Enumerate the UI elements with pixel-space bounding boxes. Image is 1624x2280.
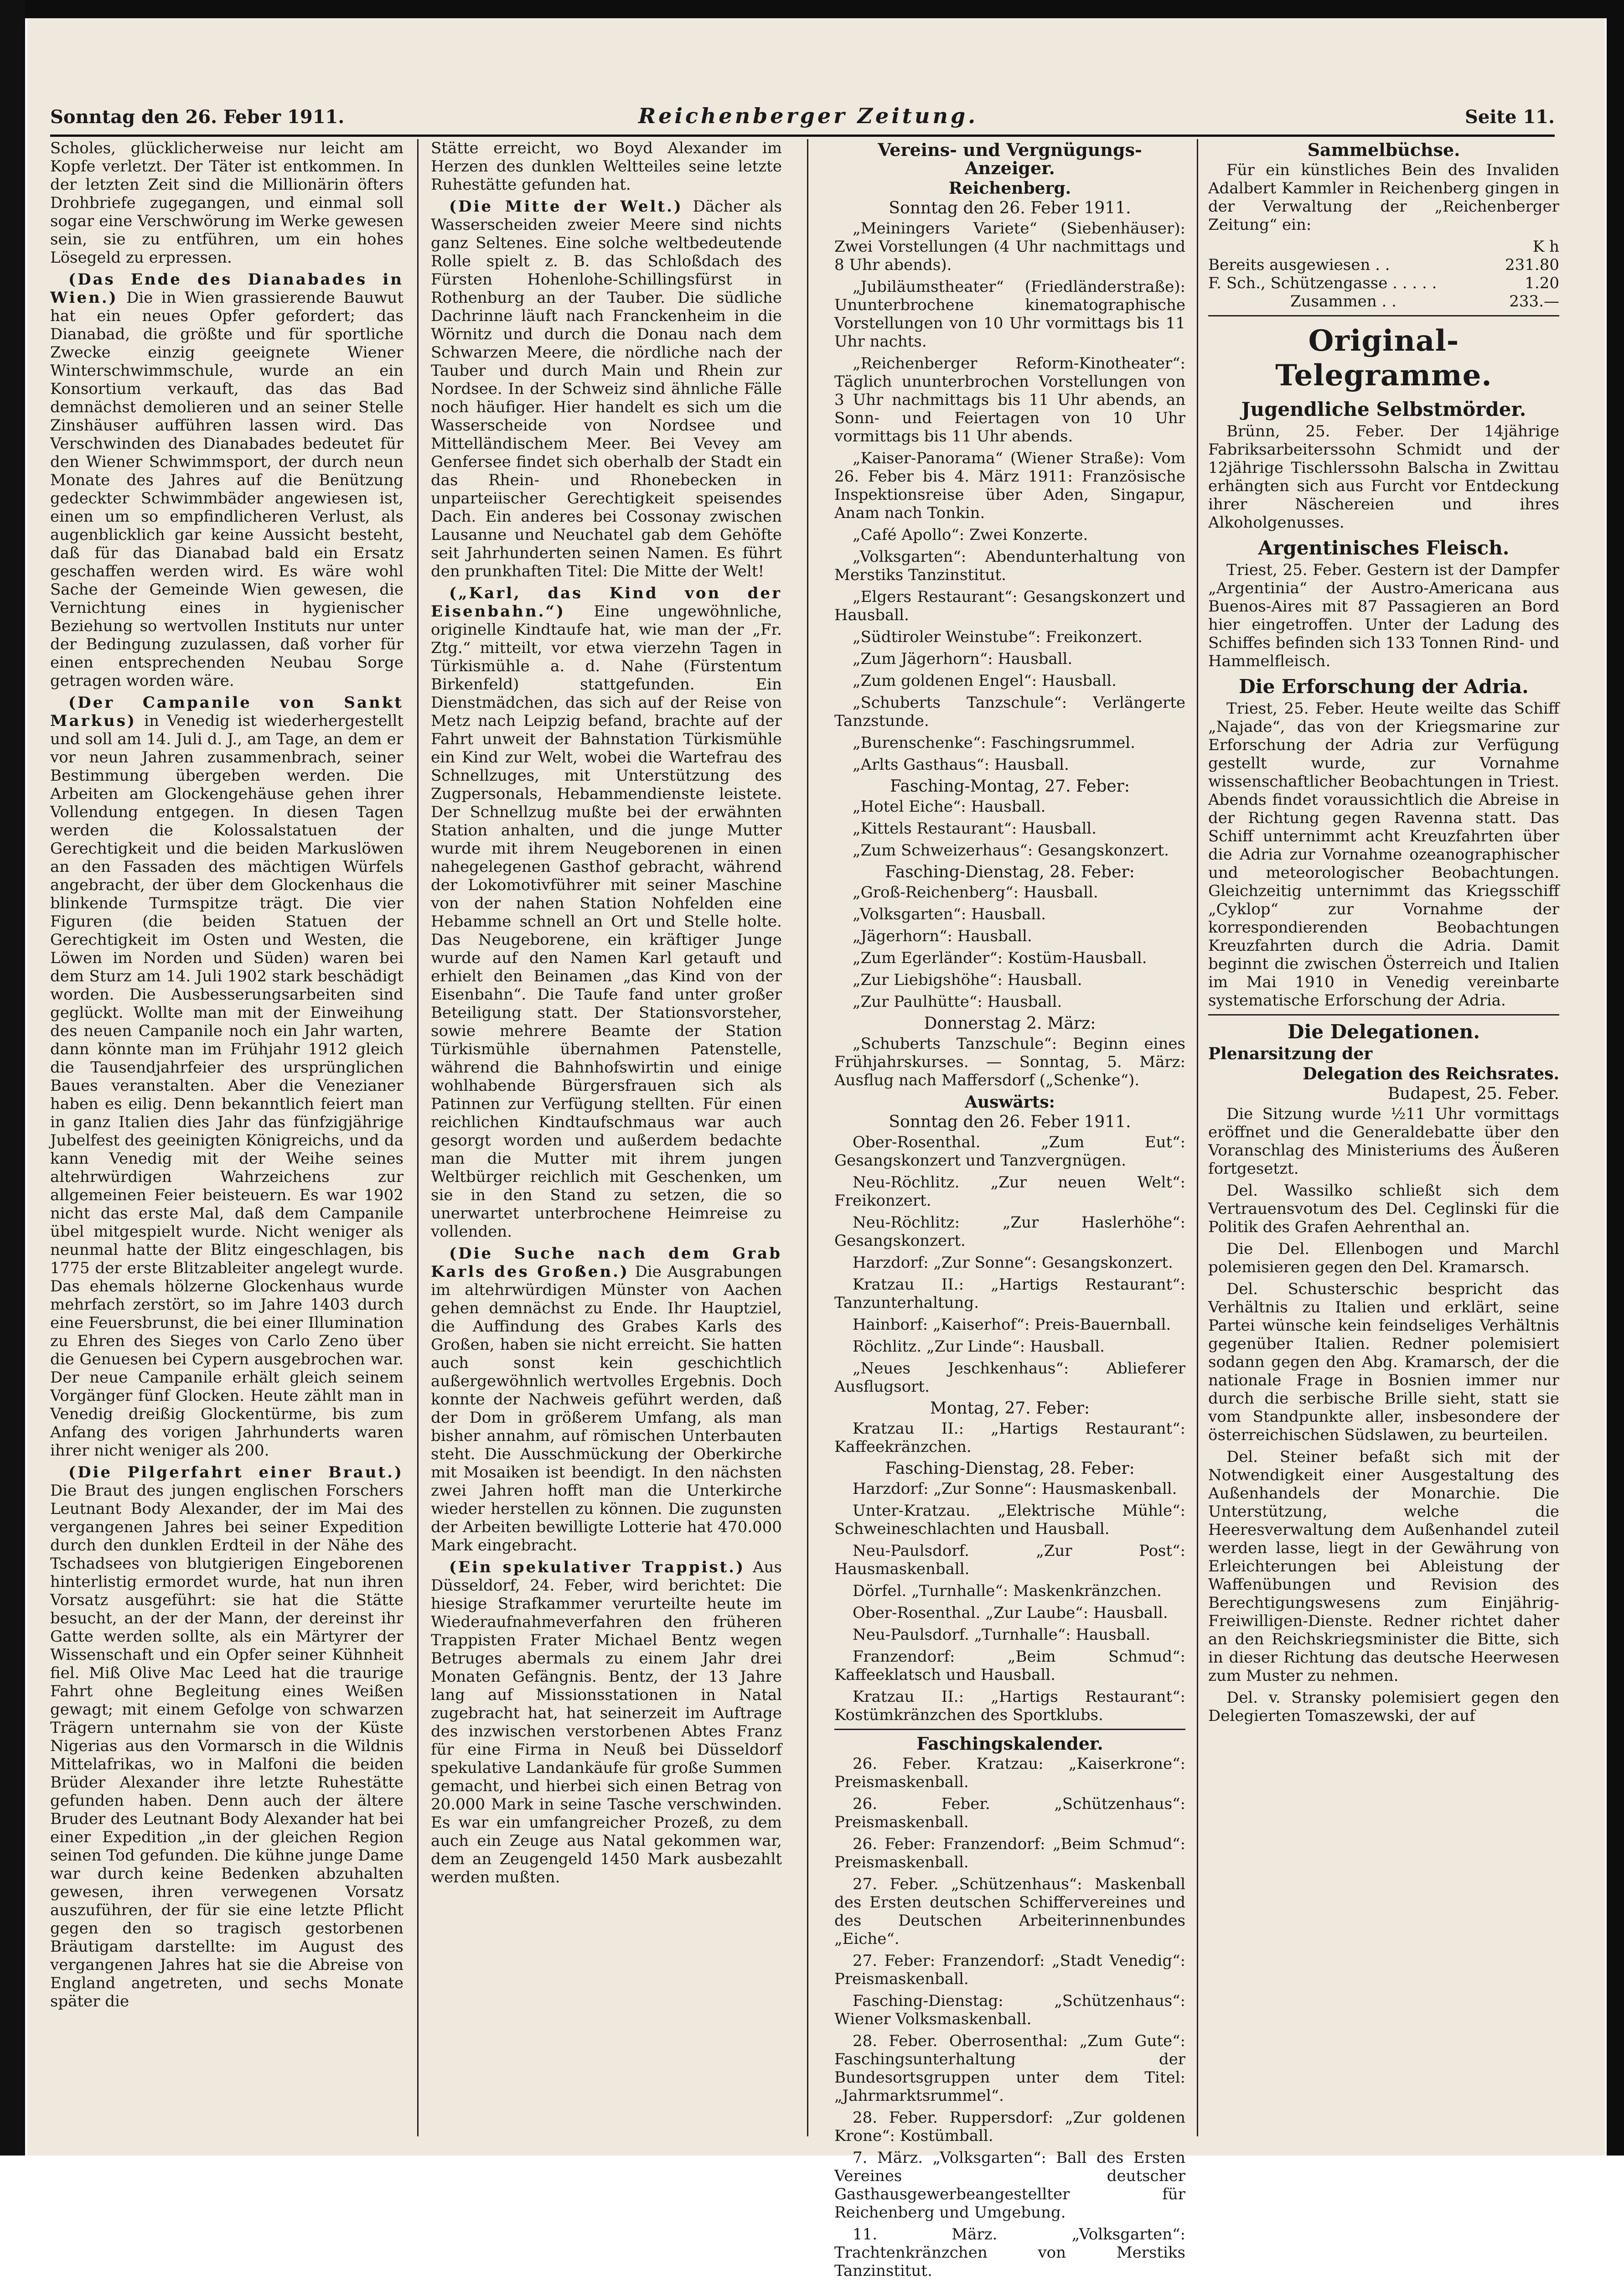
event-entry: „Meiningers Variete“ (Siebenhäuser): Zwei Vorstellungen (4 Uhr nachmittags und 8 Uhr abends). xyxy=(834,219,1185,274)
event-entry: „Neues Jeschkenhaus“: Ablieferer Ausflugsort. xyxy=(834,1359,1185,1396)
event-entry: „Schuberts Tanzschule“: Verlängerte Tanzstunde. xyxy=(834,694,1185,730)
article-heading: (Die Suche nach dem Grab Karls des Großen.) xyxy=(431,1244,782,1281)
section-title: Faschingskalender. xyxy=(916,1733,1103,1754)
event-entry: „Jägerhorn“: Hausball. xyxy=(853,927,1032,945)
calendar-entry: Fasching-Dienstag: „Schützenhaus“: Wiener Volksmaskenball. xyxy=(834,1992,1185,2028)
section-divider xyxy=(1208,315,1559,316)
telegram-heading: Jugendliche Selbstmörder. xyxy=(1241,398,1526,420)
article-paragraph xyxy=(50,270,403,690)
event-entry: Kratzau II.: „Hartigs Restaurant“: Kostümkränzchen des Sportklubs. xyxy=(834,1688,1185,1724)
event-entry: Neu-Paulsdorf. „Zur Post“: Hausmaskenball. xyxy=(834,1542,1185,1578)
scan-border-top xyxy=(0,0,1624,18)
column-4 xyxy=(1208,139,1559,2136)
event-entry: „Südtiroler Weinstube“: Freikonzert. xyxy=(853,628,1143,646)
event-entry: Franzendorf: „Beim Schmud“: Kaffeeklatsch und Hausball. xyxy=(834,1648,1185,1684)
article-paragraph xyxy=(431,1244,782,1555)
event-entry: „Zum Schweizerhaus“: Gesangskonzert. xyxy=(853,841,1169,860)
telegram-text: Del. Steiner befaßt sich mit der Notwendigkeit einer Ausgestaltung des Außenhandels der Monarchie. Die Unterstützung, welche die Heeresverwaltung dem Außenhandel zuteil werden lasse, liegt in der Gewährung von Erleichterungen bei Ableistung der Waffenübungen und Revision des Berechtigungswesens zum Einjährig-Freiwilligen-Dienste. Redner richtet daher an den Reichskriegsminister die Bitte, sich in dieser Richtung das deutsche Heerwesen zum Muster zu nehmen. xyxy=(1208,1448,1559,1685)
telegram-heading: Die Delegationen. xyxy=(1288,1021,1480,1043)
event-entry: „Jubiläumstheater“ (Friedländerstraße): Ununterbrochene kinematographische Vorstellungen von 10 Uhr vormittags bis 11 Uhr nachts. xyxy=(834,278,1185,351)
scan-border-left xyxy=(0,0,25,2156)
article-paragraph xyxy=(431,584,782,1241)
row-label: Zusammen . . xyxy=(1290,292,1396,311)
table-row xyxy=(1208,256,1559,274)
header-date: Sonntag den 26. Feber 1911. xyxy=(50,106,345,128)
event-entry: „Arlts Gasthaus“: Hausball. xyxy=(853,756,1069,774)
calendar-entry: 11. März. „Volksgarten“: Trachtenkränzchen von Merstiks Tanzinstitut. xyxy=(834,2225,1185,2280)
column-1 xyxy=(50,139,403,2136)
section-title: Vereins- und Vergnügungs-Anzeiger. xyxy=(878,140,1142,178)
telegram-heading: Argentinisches Fleisch. xyxy=(1258,537,1510,559)
article-heading: (Ein spekulativer Trappist.) xyxy=(449,1558,745,1576)
donation-table xyxy=(1208,238,1559,311)
event-entry: „Elgers Restaurant“: Gesangskonzert und Hausball. xyxy=(834,588,1185,624)
date-heading: Sonntag den 26. Feber 1911. xyxy=(889,199,1131,218)
sub-heading: Delegation des Reichsrates. xyxy=(1303,1064,1559,1083)
event-entry: „Groß-Reichenberg“: Hausball. xyxy=(853,883,1098,902)
event-entry: „Zum goldenen Engel“: Hausball. xyxy=(853,672,1117,690)
article-text: Aus Düsseldorf, 24. Feber, wird berichtet: Die hiesige Strafkammer verurteilte heute im Wiederaufnahmeverfahren den früheren Trappisten Frater Michael Bentz wegen Betruges abermals zu einem Jahr drei Monaten Gefängnis. Bentz, der 13 Jahre lang auf Missionsstationen in Natal zugebracht hat, hat seinerzeit im Auftrage des inzwischen verstorbenen Abtes Franz für eine Firma in Neuß bei Düsseldorf spekulative Landankäufe für große Summen gemacht, und hierbei sich einen Betrag von 20.000 Mark in seine Tasche verschwinden. Es war ein umfangreicher Prozeß, zu dem auch ein Zeuge aus Natal gekommen war, dem an Zeugengeld 1450 Mark ausbezahlt werden mußten. xyxy=(431,1558,782,1886)
article-paragraph xyxy=(50,694,403,1460)
sub-heading: Plenarsitzung der xyxy=(1208,1044,1373,1063)
article-paragraph: Für ein künstliches Bein des Invaliden Adalbert Kammler in Reichenberg gingen in der Verwaltung der „Reichenberger Zeitung“ ein: xyxy=(1208,161,1559,234)
event-entry: Ober-Rosenthal. „Zur Laube“: Hausball. xyxy=(853,1604,1168,1622)
telegram-text: Die Sitzung wurde ½11 Uhr vormittags eröffnet und die Generaldebatte über den Voranschlag des Ministeriums des Äußeren fortgesetzt. xyxy=(1208,1105,1559,1178)
event-entry: Harzdorf: „Zur Sonne“: Gesangskonzert. xyxy=(853,1254,1173,1272)
article-text: Eine ungewöhnliche, originelle Kindtaufe hat, wie man der „Fr. Ztg.“ mitteilt, vor etwa vierzehn Tagen in Türkismühle a. d. Nahe (Fürstentum Birkenfeld) stattgefunden. Ein Dienstmädchen, das sich auf der Reise von Metz nach Leipzig befand, brachte auf der Fahrt unweit der Bahnstation Türkismühle ein Kind zur Welt, wobei die Wartefrau des Schnellzuges, mit Unterstützung des Zugpersonals, Hebammendienste leistete. Der Schnellzug mußte bei der erwähnten Station anhalten, und die junge Mutter wurde mit ihrem Neugeborenen in einen nahegelegenen Gasthof gebracht, während der Lokomotivführer mit seiner Maschine von der nahen Station Nohfelden eine Hebamme schnell an Ort und Stelle holte. Das Neugeborene, ein kräftiger Junge wurde auf den Namen Karl getauft und erhielt den Beinamen „das Kind von der Eisenbahn“. Die Taufe fand unter großer Beteiligung statt. Der Stationsvorsteher, sowie mehrere Beamte der Station Türkismühle übernahmen Patenstelle, während die Bahnhofswirtin und einige wohlhabende Bürgersfrauen sich als Patinnen zur Verfügung stellten. Für einen reichlichen Kindtaufschmaus war auch gesorgt worden und außerdem bedachte man die Mutter mit ihrem jungen Weltbürger reichlich mit Geschenken, um sie in den Stand zu setzen, die so unerwartet unterbrochene Heimreise zu vollenden. xyxy=(431,602,782,1241)
calendar-entry: 7. März. „Volksgarten“: Ball des Ersten Vereines deutscher Gasthausgewerbeangestellter für Reichenberg und Umgebung. xyxy=(834,2149,1185,2222)
date-heading: Donnerstag 2. März: xyxy=(924,1014,1096,1033)
article-heading: (Die Pilgerfahrt einer Braut.) xyxy=(68,1463,403,1482)
date-heading: Sonntag den 26. Feber 1911. xyxy=(889,1113,1131,1131)
event-entry: „Reichenberger Reform-Kinotheater“: Täglich ununterbrochen Vorstellungen von 3 Uhr nachmittags bis 11 Uhr abends, an Sonn- und Feiertagen von 10 Uhr vormittags bis 11 Uhr abends. xyxy=(834,354,1185,446)
telegram-text: Del. Wassilko schließt sich dem Vertrauensvotum des Del. Ceglinski für die Politik des Grafen Aehrenthal an. xyxy=(1208,1181,1559,1236)
article-heading: (Das Ende des Dianabades in Wien.) xyxy=(50,270,403,307)
telegrams-title: Original-Telegramme. xyxy=(1275,324,1492,393)
currency-unit: K h xyxy=(1532,238,1559,256)
calendar-entry: 26. Feber: Franzendorf: „Beim Schmud“: Preismaskenball. xyxy=(834,1835,1185,1871)
article-paragraph xyxy=(431,197,782,580)
section-divider xyxy=(1208,1014,1559,1016)
event-entry: „Burenschenke“: Faschingsrummel. xyxy=(853,734,1135,752)
page-header xyxy=(50,103,1555,137)
event-entry: „Kittels Restaurant“: Hausball. xyxy=(853,819,1097,838)
article-text: in Venedig ist wiederhergestellt und soll am 14. Juli d. J., am Tage, an dem er vor neun Jahren zusammenbrach, seiner Bestimmung übergeben werden. Die Arbeiten am Glockengehäuse gehen ihrer Vollendung entgegen. In diesen Tagen werden die Kolossalstatuen der Gerechtigkeit und die beiden Markuslöwen an den Fassaden des mächtigen Würfels angebracht, der über dem Glockenhaus die blinkende Turmspitze trägt. Die vier Figuren (die beiden Statuen der Gerechtigkeit im Osten und Westen, die Löwen im Norden und Süden) waren bei dem Sturz am 14. Juli 1902 stark beschädigt worden. Die Ausbesserungsarbeiten sind geglückt. Wollte man mit der Einweihung des neuen Campanile noch ein Jahr warten, dann könnte man im Frühjahr 1912 gleich die Tausendjahrfeier des ursprünglichen Baues veranstalten. Aber die Venezianer haben es eilig. Denn bekanntlich feiert man in ganz Italien dies Jahr das fünfzigjährige Jubelfest des geeinigten Königreichs, und da kann Venedig mit der Weihe seines altehrwürdigen Wahrzeichens zur allgemeinen Feier beisteuern. Es war 1902 nicht das erste Mal, daß dem Campanile übel mitgespielt wurde. Nicht weniger als neunmal hatte der Blitz eingeschlagen, bis 1775 der erste Blitzableiter angelegt wurde. Das ehemals hölzerne Glockenhaus wurde mehrfach zerstört, so im Jahre 1403 durch eine Feuersbrunst, die bei einer Illumination zu Ehren des Sieges von Carlo Zeno über die Genuesen bei Cypern ausgebrochen war. Der neue Campanile erhält gleich seinem Vorgänger fünf Glocken. Heute zählt man in Venedig dreißig Glockentürme, bis zum Anfang des vorigen Jahrhunderts waren ihrer nicht weniger als 200. xyxy=(50,712,403,1460)
telegram-text: Brünn, 25. Feber. Der 14jährige Fabriksarbeiterssohn Schmidt und der 12jährige Tischlerssohn Balscha in Zwittau erhängten sich aus Furcht vor Entdeckung ihrer Näschereien und ihres Alkoholgenusses. xyxy=(1208,422,1559,532)
calendar-entry: 27. Feber. „Schützenhaus“: Maskenball des Ersten deutschen Schiffervereines und des Deutschen Arbeiterinnenbundes „Eiche“. xyxy=(834,1875,1185,1948)
event-entry: „Zum Egerländer“: Kostüm-Hausball. xyxy=(853,949,1147,967)
column-rule xyxy=(1197,139,1198,2136)
date-heading: Fasching-Dienstag, 28. Feber: xyxy=(885,1459,1135,1478)
scan-border-right xyxy=(1607,0,1624,2156)
telegram-text: Del. Schusterschic bespricht das Verhältnis zu Italien und erklärt, seine Partei wünsche kein feindseliges Verhältnis gegenüber Italien. Redner polemisiert sodann gegen den Abg. Kramarsch, der die nationale Frage in Bosnien immer nur durch die serbische Brille sieht, statt sie vom Standpunkte aller, insbesondere der österreichischen Südslawen, zu beurteilen. xyxy=(1208,1280,1559,1444)
row-amount: 1.20 xyxy=(1525,274,1559,292)
table-row xyxy=(1208,292,1559,311)
event-entry: Unter-Kratzau. „Elektrische Mühle“: Schweineschlachten und Hausball. xyxy=(834,1502,1185,1538)
place-heading: Auswärts: xyxy=(965,1093,1055,1112)
calendar-entry: 28. Feber. Ruppersdorf: „Zur goldenen Krone“: Kostümball. xyxy=(834,2109,1185,2145)
article-heading: (Die Mitte der Welt.) xyxy=(449,197,683,216)
row-label: Bereits ausgewiesen . . xyxy=(1208,256,1390,274)
dateline: Budapest, 25. Feber. xyxy=(1387,1084,1559,1103)
article-paragraph xyxy=(50,1463,403,2011)
event-entry: „Volksgarten“: Hausball. xyxy=(853,905,1046,923)
event-entry: Ober-Rosenthal. „Zum Eut“: Gesangskonzert und Tanzvergnügen. xyxy=(834,1133,1185,1170)
event-entry: Kratzau II.: „Hartigs Restaurant“: Tanzunterhaltung. xyxy=(834,1275,1185,1312)
article-paragraph: Stätte erreicht, wo Boyd Alexander im Herzen des dunklen Weltteiles seine letzte Ruhestätte gefunden hat. xyxy=(431,139,782,194)
telegram-text: Del. v. Stransky polemisiert gegen den Delegierten Tomaszewski, der auf xyxy=(1208,1689,1559,1725)
date-heading: Fasching-Dienstag, 28. Feber: xyxy=(885,863,1135,881)
section-divider xyxy=(834,1729,1185,1730)
column-rule xyxy=(807,139,808,2136)
event-entry: „Zur Liebigshöhe“: Hausball. xyxy=(853,971,1082,989)
event-entry: „Zur Paulhütte“: Hausball. xyxy=(853,993,1062,1011)
masthead: Reichenberger Zeitung. xyxy=(638,104,978,128)
event-entry: Neu-Paulsdorf. „Turnhalle“: Hausball. xyxy=(853,1626,1151,1644)
article-heading: („Karl, das Kind von der Eisenbahn.“) xyxy=(431,584,782,621)
table-row xyxy=(1208,274,1559,292)
calendar-entry: 26. Feber. Kratzau: „Kaiserkrone“: Preismaskenball. xyxy=(834,1755,1185,1791)
row-amount: 233.— xyxy=(1509,292,1559,311)
event-entry: Harzdorf: „Zur Sonne“: Hausmaskenball. xyxy=(853,1480,1177,1498)
section-title: Sammelbüchse. xyxy=(1307,140,1460,160)
table-row xyxy=(1208,238,1559,256)
event-entry: Hainborf: „Kaiserhof“: Preis-Bauernball. xyxy=(853,1316,1171,1334)
date-heading: Montag, 27. Feber: xyxy=(930,1399,1090,1418)
row-amount: 231.80 xyxy=(1505,256,1559,274)
event-entry: Kratzau II.: „Hartigs Restaurant“: Kaffeekränzchen. xyxy=(834,1420,1185,1456)
column-3 xyxy=(834,139,1185,2280)
event-entry: „Hotel Eiche“: Hausball. xyxy=(853,798,1046,816)
event-entry: „Café Apollo“: Zwei Konzerte. xyxy=(853,526,1088,544)
telegram-text: Triest, 25. Feber. Heute weilte das Schiff „Najade“, das von der Kriegsmarine zur Erforschung der Adria zur Verfügung gestellt wurde, zur Vornahme wissenschaftlicher Beobachtungen in Triest. Abends findet voraussichtlich die Abreise in der Richtung gegen Ravenna statt. Das Schiff unternimmt acht Kreuzfahrten über die Adria zur Vornahme ozeanographischer und meteorologischer Beobachtungen. Gleichzeitig unternimmt das Kriegsschiff „Cyklop“ zur Vornahme der korrespondierenden Beobachtungen Kreuzfahrten durch die Adria. Damit beginnt die zwischen Österreich und Italien im Mai 1910 in Venedig vereinbarte systematische Erforschung der Adria. xyxy=(1208,700,1559,1010)
article-heading: (Der Campanile von Sankt Markus) xyxy=(50,694,403,730)
calendar-entry: 26. Feber. „Schützenhaus“: Preismaskenball. xyxy=(834,1795,1185,1831)
event-entry: „Schuberts Tanzschule“: Beginn eines Frühjahrskurses. — Sonntag, 5. März: Ausflug nach Maffersdorf („Schenke“). xyxy=(834,1035,1185,1089)
calendar-entry: 28. Feber. Oberrosenthal: „Zum Gute“: Faschingsunterhaltung der Bundesortsgruppen unter dem Titel: „Jahrmarktsrummel“. xyxy=(834,2032,1185,2105)
event-entry: Neu-Röchlitz. „Zur neuen Welt“: Freikonzert. xyxy=(834,1173,1185,1210)
article-text: Die in Wien grassierende Bauwut hat ein neues Opfer gefordert; das Dianabad, die größte und für sportliche Zwecke einzig geeignete Wiener Winterschwimmschule, wurde an ein Konsortium verkauft, das das Bad demnächst demolieren und an seiner Stelle Zinshäuser aufführen lassen wird. Das Verschwinden des Dianabades bedeutet für den Wiener Schwimmsport, der durch neun Monate des Jahres auf die Benützung gedeckter Schwimmbäder angewiesen ist, einen um so empfindlicheren Verlust, als augenblicklich gar keine Aussicht besteht, daß für das Dianabad bald ein Ersatz geschaffen werden wird. Es wäre wohl Sache der Gemeinde Wien gewesen, die Vernichtung eines in hygienischer Beziehung so wertvollen Instituts nur unter der Bedingung zuzulassen, daß vorher für einen entsprechenden Neubau Sorge getragen worden wäre. xyxy=(50,289,403,690)
article-text: Die Braut des jungen englischen Forschers Leutnant Body Alexander, der im Mai des vergangenen Jahres bei seiner Expedition durch den dunklen Erdteil in der Nähe des Tschadsees von blutgierigen Eingeborenen hinterlistig ermordet wurde, hat nun ihren Vorsatz ausgeführt: sie hat die Stätte besucht, an der der Mann, der dereinst ihr Gatte werden sollte, als ein Märtyrer der Wissenschaft und ein Opfer seiner Kühnheit fiel. Miß Olive Mac Leed hat die traurige Fahrt ohne Begleitung eines Weißen gewagt; mit einem Gefolge von schwarzen Trägern unternahm sie von der Küste Nigerias aus den Vormarsch in die Wildnis Mittelafrikas, wo in Malfoni die beiden Brüder Alexander ihre letzte Ruhestätte gefunden haben. Denn auch der ältere Bruder des Leutnant Body Alexander hat bei einer Expedition „in der gleichen Region seinen Tod gefunden. Die kühne junge Dame war durch keine Bedenken abzuhalten gewesen, ihren verwegenen Vorsatz auszuführen, der für sie eine letzte Pflicht gegen den so tragisch gestorbenen Bräutigam darstellte: im August des vergangenen Jahres hat sie die Abreise von England angetreten, und sechs Monate später die xyxy=(50,1482,403,2011)
article-text: Die Ausgrabungen im altehrwürdigen Münster von Aachen gehen demnächst zu Ende. Ihr Hauptziel, die Auffindung des Grabes Karls des Großen, haben sie nicht erreicht. Sie hatten auch sonst kein geschichtlich außergewöhnlich wertvolles Ergebnis. Doch konnte der Nachweis geführt werden, daß der Dom in größerem Umfang, als man bisher annahm, auf römischen Unterbauten steht. Die Ausschmückung der Oberkirche mit Mosaiken ist beendigt. In den nächsten zwei Jahren hofft man die Unterkirche wieder herstellen zu können. Die zugunsten der Arbeiten bewilligte Lotterie hat 470.000 Mark eingebracht. xyxy=(431,1263,782,1555)
event-entry: Röchlitz. „Zur Linde“: Hausball. xyxy=(853,1337,1105,1356)
date-heading: Fasching-Montag, 27. Feber: xyxy=(890,777,1130,796)
event-entry: Neu-Röchlitz: „Zur Haslerhöhe“: Gesangskonzert. xyxy=(834,1213,1185,1250)
event-entry: Dörfel. „Turnhalle“: Maskenkränzchen. xyxy=(853,1582,1162,1600)
page-number: Seite 11. xyxy=(1465,106,1555,128)
row-label: F. Sch., Schützengasse . . . . . xyxy=(1208,274,1437,292)
article-text: Dächer als Wasserscheiden zweier Meere sind nichts ganz Seltenes. Eine solche weltbedeutende Rolle spielt z. B. das Schloßdach des Fürsten Hohenlohe-Schillingsfürst in Rothenburg an der Tauber. Die südliche Dachrinne läuft nach Franckenheim in die Wörnitz und durch die Donau nach dem Schwarzen Meere, die nördliche nach der Tauber und durch Main und Rhein zur Nordsee. In der Schweiz sind ähnliche Fälle noch häufiger. Hier handelt es sich um die Wasserscheide von Nordsee und Mittelländischem Meer. Bei Vevey am Genfersee findet sich oberhalb der Stadt ein das Rhein- und Rhonebecken in unparteiischer Gerechtigkeit speisendes Dach. Ein anderes bei Cossonay zwischen Lausanne und Neuchatel gab dem Gehöfte seit Jahrhunderten seinen Namen. Es führt den prunkhaften Titel: Die Mitte der Welt! xyxy=(431,197,782,580)
article-paragraph: Scholes, glücklicherweise nur leicht am Kopfe verletzt. Der Täter ist entkommen. In der letzten Zeit sind die Millionärin öfters Drohbriefe zugegangen, und einmal soll sogar eine Verschwörung im Werke gewesen sein, sie zu entführen, um ein hohes Lösegeld zu erpressen. xyxy=(50,139,403,267)
event-entry: „Zum Jägerhorn“: Hausball. xyxy=(853,650,1073,668)
telegram-heading: Die Erforschung der Adria. xyxy=(1239,675,1529,698)
telegram-text: Triest, 25. Feber. Gestern ist der Dampfer „Argentinia“ der Austro-Americana aus Buenos-Aires mit 87 Passagieren an Bord hier eingetroffen. Unter der Ladung des Schiffes befinden sich 133 Tonnen Rind- und Hammelfleisch. xyxy=(1208,561,1559,670)
article-paragraph xyxy=(431,1558,782,1886)
column-2 xyxy=(431,139,782,2136)
telegram-text: Die Del. Ellenbogen und Marchl polemisieren gegen den Del. Kramarsch. xyxy=(1208,1240,1559,1276)
event-entry: „Kaiser-Panorama“ (Wiener Straße): Vom 26. Feber bis 4. März 1911: Französische Inspektionsreise über Aden, Singapur, Anam nach Tonkin. xyxy=(834,449,1185,522)
column-rule xyxy=(417,139,419,2136)
calendar-entry: 27. Feber: Franzendorf: „Stadt Venedig“: Preismaskenball. xyxy=(834,1952,1185,1988)
event-entry: „Volksgarten“: Abendunterhaltung von Merstiks Tanzinstitut. xyxy=(834,548,1185,584)
place-heading: Reichenberg. xyxy=(948,179,1071,198)
